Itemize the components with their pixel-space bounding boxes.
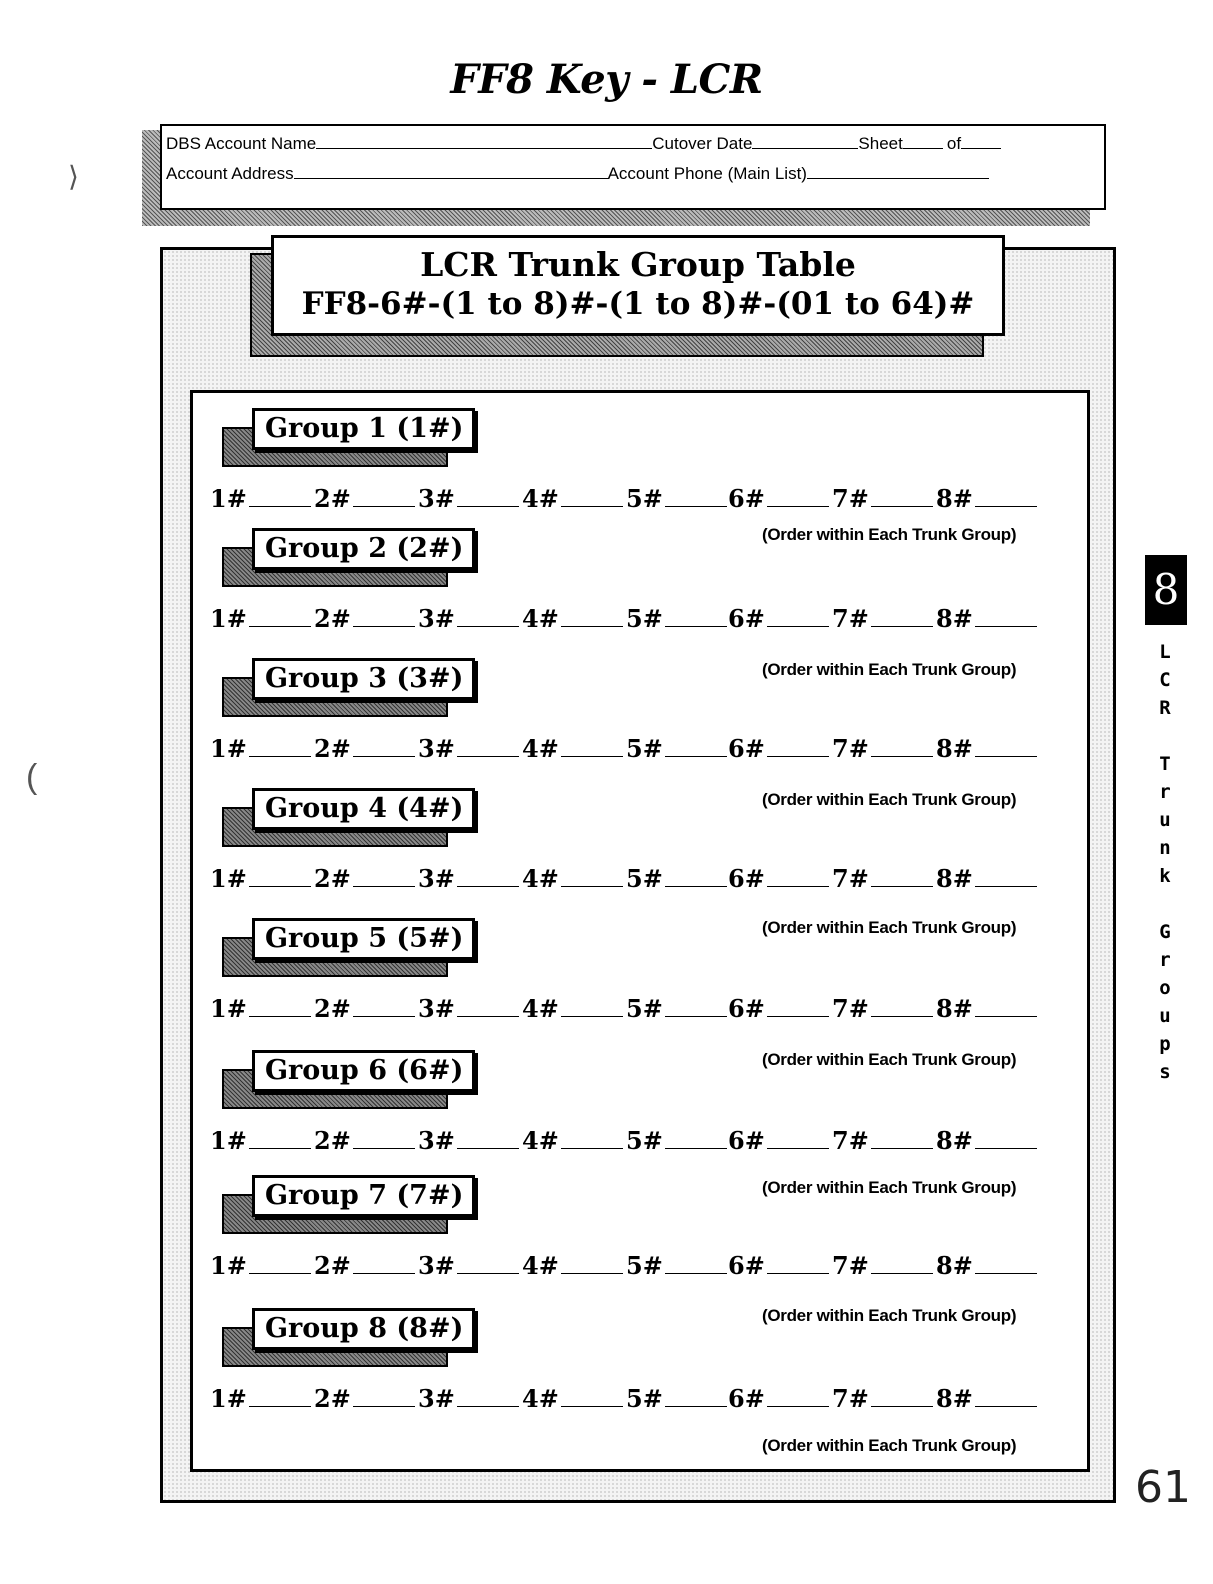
slot-label: 5# <box>626 604 663 633</box>
slot-entry-field[interactable] <box>561 1251 623 1274</box>
slot-entry-field[interactable] <box>767 1126 829 1149</box>
slot <box>936 484 1037 513</box>
slot-label: 7# <box>832 994 869 1023</box>
slot-label: 1# <box>210 484 247 513</box>
slot-entry-field[interactable] <box>561 734 623 757</box>
group-label: Group 7 (7#) <box>252 1175 475 1217</box>
slot-label: 1# <box>210 1251 247 1280</box>
slot-label: 7# <box>832 604 869 633</box>
slot <box>418 734 519 763</box>
slot-entry-field[interactable] <box>975 1126 1037 1149</box>
slot-label: 5# <box>626 484 663 513</box>
sheet-number-field[interactable] <box>903 134 943 149</box>
slot-label: 7# <box>832 1384 869 1413</box>
cutover-date-field[interactable] <box>752 134 858 149</box>
slot-label: 6# <box>728 1251 765 1280</box>
slot <box>626 864 727 893</box>
tab-letter: L <box>1159 641 1171 663</box>
tab-letter: u <box>1159 809 1171 831</box>
order-note: (Order within Each Trunk Group) <box>762 918 1017 937</box>
slot-entry-field[interactable] <box>249 484 311 507</box>
slot <box>522 1384 623 1413</box>
tab-letter: R <box>1159 697 1171 719</box>
slot-entry-field[interactable] <box>561 1384 623 1407</box>
slot <box>936 604 1037 633</box>
slot <box>728 604 829 633</box>
slot-entry-field[interactable] <box>457 734 519 757</box>
slot-entry-field[interactable] <box>975 1384 1037 1407</box>
slot <box>314 994 415 1023</box>
slot-label: 2# <box>314 1384 351 1413</box>
slot-label: 3# <box>418 484 455 513</box>
slot <box>314 734 415 763</box>
slot-label: 5# <box>626 1126 663 1155</box>
account-row-2 <box>166 164 989 184</box>
slot <box>522 604 623 633</box>
tab-letter: u <box>1159 1005 1171 1027</box>
slot-label: 2# <box>314 484 351 513</box>
slot <box>728 864 829 893</box>
slot-label: 7# <box>832 734 869 763</box>
sheet-total-field[interactable] <box>961 134 1001 149</box>
slot <box>210 484 311 513</box>
slot-entry-field[interactable] <box>665 1384 727 1407</box>
slot-label: 6# <box>728 864 765 893</box>
trunk-group-8 <box>210 1308 1082 1448</box>
slot-label: 1# <box>210 1384 247 1413</box>
slot-entry-field[interactable] <box>353 864 415 887</box>
slot <box>626 1384 727 1413</box>
slot <box>522 1251 623 1280</box>
slot-label: 3# <box>418 734 455 763</box>
group-label: Group 4 (4#) <box>252 788 475 830</box>
slot-entry-field[interactable] <box>249 1384 311 1407</box>
section-tab-number: 8 <box>1145 555 1187 625</box>
slot-entry-field[interactable] <box>975 734 1037 757</box>
slot-entry-field[interactable] <box>975 994 1037 1017</box>
slot <box>626 1126 727 1155</box>
slot-label: 8# <box>936 604 973 633</box>
slot-label: 6# <box>728 484 765 513</box>
slot-label: 5# <box>626 1251 663 1280</box>
group-label: Group 5 (5#) <box>252 918 475 960</box>
slot <box>314 1251 415 1280</box>
slot-label: 8# <box>936 484 973 513</box>
slot-entry-field[interactable] <box>249 1251 311 1274</box>
order-note: (Order within Each Trunk Group) <box>762 1436 1017 1455</box>
scan-mark: ⟩ <box>68 161 79 192</box>
slot-label: 6# <box>728 604 765 633</box>
slot-entry-field[interactable] <box>767 604 829 627</box>
slot-entry-field[interactable] <box>353 734 415 757</box>
slot-entry-field[interactable] <box>457 994 519 1017</box>
slot-entry-field[interactable] <box>457 484 519 507</box>
slot <box>832 864 933 893</box>
slot-entry-field[interactable] <box>561 1126 623 1149</box>
slot <box>728 734 829 763</box>
tab-letter: C <box>1159 669 1171 691</box>
slot-label: 3# <box>418 604 455 633</box>
slot-label: 5# <box>626 994 663 1023</box>
slot-entry-field[interactable] <box>871 864 933 887</box>
slot-label: 3# <box>418 1126 455 1155</box>
slot-label: 4# <box>522 1384 559 1413</box>
slot <box>418 484 519 513</box>
slot-entry-field[interactable] <box>457 1126 519 1149</box>
slot-entry-field[interactable] <box>975 864 1037 887</box>
order-note: (Order within Each Trunk Group) <box>762 1178 1017 1197</box>
slot-entry-field[interactable] <box>975 1251 1037 1274</box>
slot-label: 8# <box>936 1251 973 1280</box>
order-note: (Order within Each Trunk Group) <box>762 1050 1017 1069</box>
slot <box>210 994 311 1023</box>
tab-letter: k <box>1159 865 1171 887</box>
slot-row <box>210 864 1050 894</box>
slot <box>832 734 933 763</box>
group-label: Group 2 (2#) <box>252 528 475 570</box>
slot-row <box>210 994 1050 1024</box>
slot-entry-field[interactable] <box>353 1384 415 1407</box>
trunk-group-5 <box>210 918 1082 1058</box>
slot <box>626 734 727 763</box>
slot-entry-field[interactable] <box>249 604 311 627</box>
slot-entry-field[interactable] <box>871 604 933 627</box>
section-tab-label <box>1150 638 1180 1086</box>
slot <box>210 1384 311 1413</box>
cutover-date-label: Cutover Date <box>652 134 753 153</box>
slot-label: 6# <box>728 1126 765 1155</box>
group-label: Group 1 (1#) <box>252 408 475 450</box>
slot <box>522 1126 623 1155</box>
slot-entry-field[interactable] <box>871 484 933 507</box>
slot-entry-field[interactable] <box>665 1251 727 1274</box>
account-phone-label: Account Phone (Main List) <box>607 164 807 183</box>
slot-entry-field[interactable] <box>353 484 415 507</box>
account-row-1 <box>166 134 1001 154</box>
tab-letter: o <box>1159 977 1171 999</box>
trunk-group-3 <box>210 658 1082 798</box>
slot <box>728 484 829 513</box>
slot-entry-field[interactable] <box>871 1384 933 1407</box>
slot-label: 1# <box>210 864 247 893</box>
slot-row <box>210 604 1050 634</box>
slot-entry-field[interactable] <box>249 734 311 757</box>
slot <box>314 604 415 633</box>
tab-letter <box>1150 722 1180 750</box>
slot-label: 4# <box>522 1126 559 1155</box>
order-note: (Order within Each Trunk Group) <box>762 1306 1017 1325</box>
slot-entry-field[interactable] <box>353 1251 415 1274</box>
slot <box>210 864 311 893</box>
account-phone-field[interactable] <box>807 164 989 179</box>
trunk-group-2 <box>210 528 1082 668</box>
slot-label: 4# <box>522 734 559 763</box>
slot-label: 4# <box>522 994 559 1023</box>
slot-entry-field[interactable] <box>457 864 519 887</box>
slot <box>936 994 1037 1023</box>
slot-entry-field[interactable] <box>871 734 933 757</box>
trunk-group-4 <box>210 788 1082 928</box>
slot-entry-field[interactable] <box>767 484 829 507</box>
slot <box>418 1384 519 1413</box>
slot-label: 1# <box>210 734 247 763</box>
slot-label: 7# <box>832 864 869 893</box>
slot-label: 4# <box>522 484 559 513</box>
table-title: LCR Trunk Group Table <box>420 245 856 284</box>
slot-entry-field[interactable] <box>767 994 829 1017</box>
tab-letter: n <box>1159 837 1171 859</box>
slot-entry-field[interactable] <box>665 604 727 627</box>
slot-entry-field[interactable] <box>249 864 311 887</box>
slot <box>832 1251 933 1280</box>
slot <box>832 484 933 513</box>
slot-entry-field[interactable] <box>767 1384 829 1407</box>
slot <box>418 1126 519 1155</box>
slot <box>210 1126 311 1155</box>
slot-label: 7# <box>832 484 869 513</box>
slot-entry-field[interactable] <box>665 734 727 757</box>
slot <box>832 994 933 1023</box>
page-title: FF8 Key - LCR <box>450 56 763 103</box>
slot-label: 8# <box>936 1384 973 1413</box>
order-note: (Order within Each Trunk Group) <box>762 790 1017 809</box>
tab-letter: r <box>1159 949 1171 971</box>
slot <box>728 994 829 1023</box>
slot-entry-field[interactable] <box>457 604 519 627</box>
slot-label: 6# <box>728 1384 765 1413</box>
slot <box>626 604 727 633</box>
slot <box>314 1384 415 1413</box>
slot-entry-field[interactable] <box>665 1126 727 1149</box>
slot <box>936 1251 1037 1280</box>
sheet-label: Sheet <box>858 134 903 153</box>
slot-entry-field[interactable] <box>665 864 727 887</box>
slot <box>314 1126 415 1155</box>
slot-label: 5# <box>626 734 663 763</box>
group-label: Group 8 (8#) <box>252 1308 475 1350</box>
slot-label: 3# <box>418 994 455 1023</box>
slot-label: 2# <box>314 734 351 763</box>
group-label: Group 6 (6#) <box>252 1050 475 1092</box>
account-address-field[interactable] <box>294 164 608 179</box>
slot <box>936 734 1037 763</box>
slot-entry-field[interactable] <box>871 1251 933 1274</box>
slot-entry-field[interactable] <box>767 734 829 757</box>
slot <box>728 1126 829 1155</box>
slot-label: 2# <box>314 1251 351 1280</box>
slot <box>936 864 1037 893</box>
slot <box>314 484 415 513</box>
table-code: FF8-6#-(1 to 8)#-(1 to 8)#-(01 to 64)# <box>301 286 975 322</box>
slot-label: 2# <box>314 994 351 1023</box>
slot <box>728 1251 829 1280</box>
slot <box>418 994 519 1023</box>
slot-entry-field[interactable] <box>665 994 727 1017</box>
slot-label: 3# <box>418 864 455 893</box>
slot <box>314 864 415 893</box>
slot-entry-field[interactable] <box>249 994 311 1017</box>
slot-label: 4# <box>522 864 559 893</box>
slot-entry-field[interactable] <box>975 484 1037 507</box>
slot-entry-field[interactable] <box>665 484 727 507</box>
slot-entry-field[interactable] <box>871 1126 933 1149</box>
slot-label: 8# <box>936 864 973 893</box>
account-name-label: DBS Account Name <box>166 134 317 153</box>
slot <box>522 994 623 1023</box>
slot <box>936 1126 1037 1155</box>
scan-mark: ( <box>26 758 38 796</box>
tab-letter <box>1150 890 1180 918</box>
slot <box>522 864 623 893</box>
slot <box>522 734 623 763</box>
slot-entry-field[interactable] <box>871 994 933 1017</box>
slot-entry-field[interactable] <box>457 1384 519 1407</box>
slot-entry-field[interactable] <box>975 604 1037 627</box>
tab-letter: r <box>1159 781 1171 803</box>
slot <box>210 1251 311 1280</box>
slot <box>626 1251 727 1280</box>
slot-entry-field[interactable] <box>353 994 415 1017</box>
slot-entry-field[interactable] <box>353 604 415 627</box>
slot <box>832 1384 933 1413</box>
slot <box>418 604 519 633</box>
account-name-field[interactable] <box>316 134 652 149</box>
slot-entry-field[interactable] <box>353 1126 415 1149</box>
slot-label: 3# <box>418 1384 455 1413</box>
slot-label: 3# <box>418 1251 455 1280</box>
slot-label: 2# <box>314 864 351 893</box>
of-label: of <box>946 134 962 153</box>
slot-entry-field[interactable] <box>457 1251 519 1274</box>
slot-label: 2# <box>314 604 351 633</box>
slot <box>626 994 727 1023</box>
slot-entry-field[interactable] <box>767 864 829 887</box>
slot-label: 5# <box>626 864 663 893</box>
slot-label: 6# <box>728 994 765 1023</box>
account-address-label: Account Address <box>166 164 294 183</box>
slot-label: 4# <box>522 604 559 633</box>
slot <box>418 1251 519 1280</box>
slot <box>832 604 933 633</box>
slot-entry-field[interactable] <box>561 604 623 627</box>
slot-entry-field[interactable] <box>767 1251 829 1274</box>
slot-label: 1# <box>210 994 247 1023</box>
tab-letter: T <box>1159 753 1171 775</box>
order-note: (Order within Each Trunk Group) <box>762 525 1017 544</box>
trunk-group-7 <box>210 1175 1082 1315</box>
slot <box>418 864 519 893</box>
tab-letter: s <box>1159 1061 1171 1083</box>
tab-letter: G <box>1159 921 1171 943</box>
slot <box>210 604 311 633</box>
slot-label: 1# <box>210 604 247 633</box>
slot-label: 6# <box>728 734 765 763</box>
order-note: (Order within Each Trunk Group) <box>762 660 1017 679</box>
slot <box>832 1126 933 1155</box>
slot-label: 8# <box>936 994 973 1023</box>
slot-label: 8# <box>936 734 973 763</box>
table-title-box <box>271 235 1005 336</box>
slot-entry-field[interactable] <box>561 484 623 507</box>
slot <box>936 1384 1037 1413</box>
page-number: 61 <box>1135 1462 1191 1513</box>
slot <box>210 734 311 763</box>
slot <box>728 1384 829 1413</box>
slot-entry-field[interactable] <box>561 994 623 1017</box>
slot <box>522 484 623 513</box>
slot <box>626 484 727 513</box>
slot-label: 2# <box>314 1126 351 1155</box>
slot-row <box>210 1384 1050 1414</box>
tab-letter: p <box>1159 1033 1171 1055</box>
slot-row <box>210 484 1050 514</box>
group-label: Group 3 (3#) <box>252 658 475 700</box>
slot-row <box>210 734 1050 764</box>
trunk-group-6 <box>210 1050 1082 1190</box>
slot-label: 4# <box>522 1251 559 1280</box>
slot-label: 8# <box>936 1126 973 1155</box>
slot-label: 1# <box>210 1126 247 1155</box>
slot-label: 5# <box>626 1384 663 1413</box>
account-info-box <box>160 124 1106 210</box>
slot-label: 7# <box>832 1251 869 1280</box>
slot-label: 7# <box>832 1126 869 1155</box>
slot-row <box>210 1126 1050 1156</box>
slot-entry-field[interactable] <box>561 864 623 887</box>
slot-entry-field[interactable] <box>249 1126 311 1149</box>
slot-row <box>210 1251 1050 1281</box>
